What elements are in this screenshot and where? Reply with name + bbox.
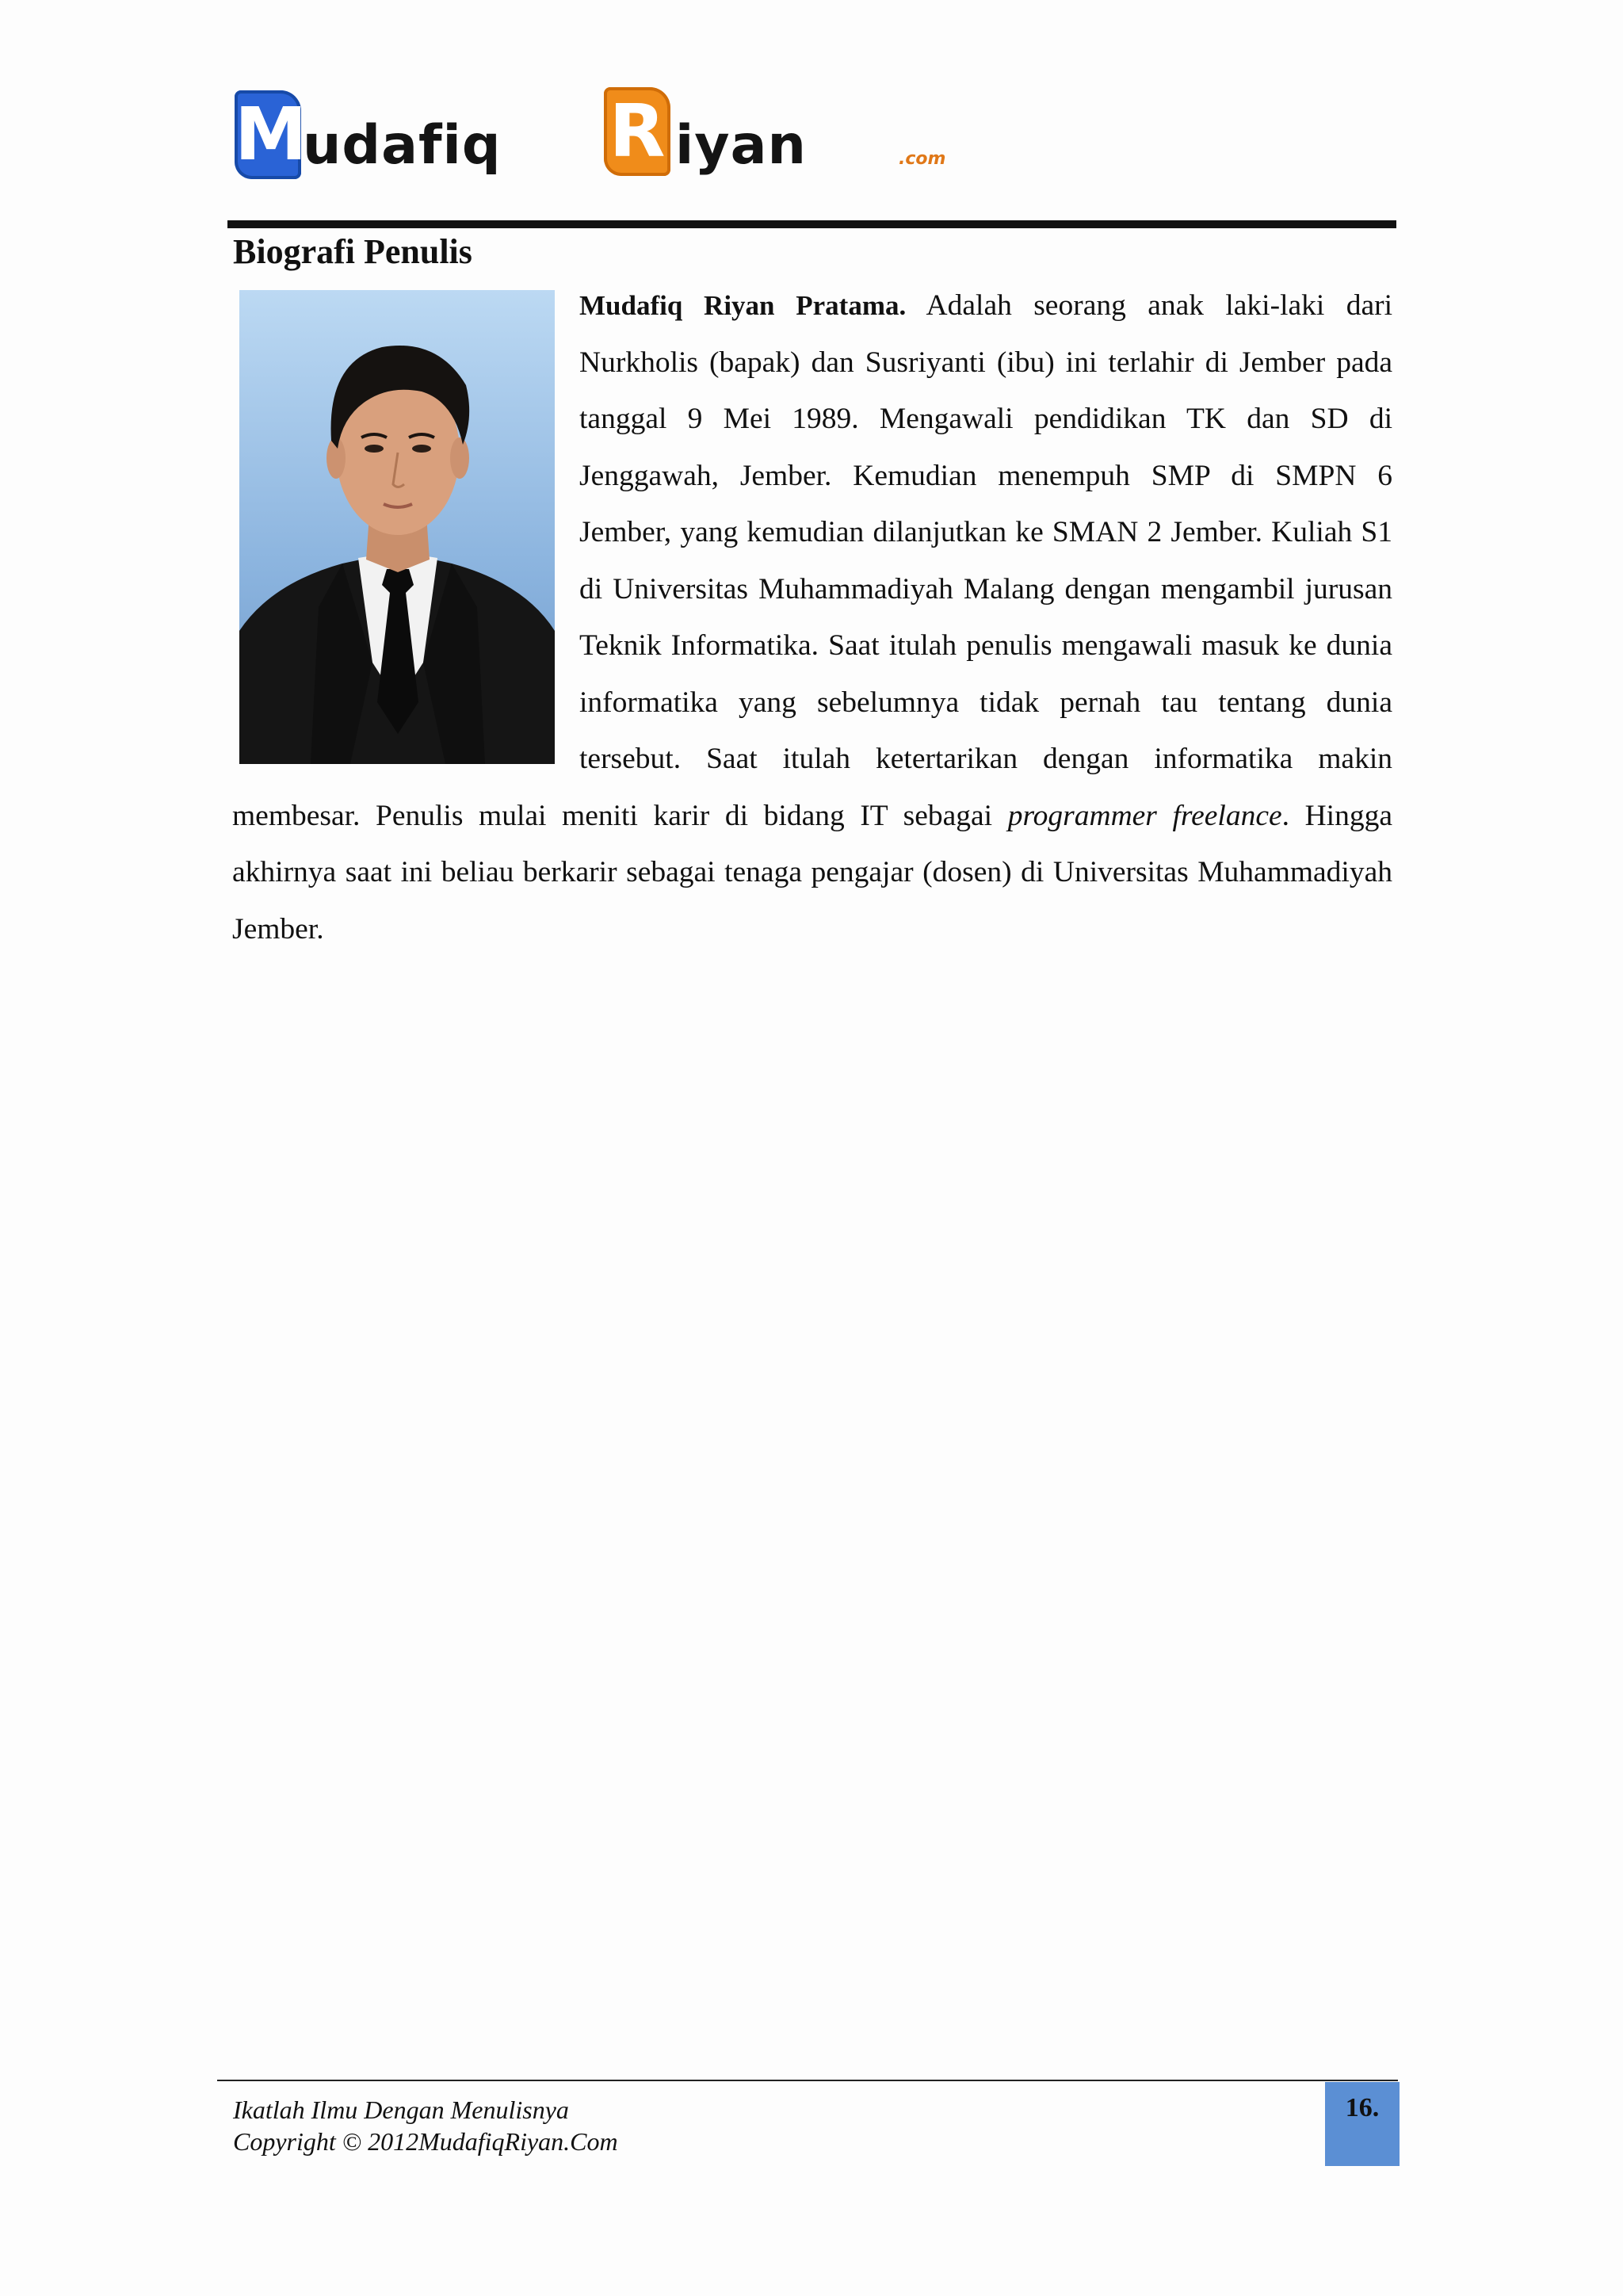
footer-copyright: Copyright © 2012MudafiqRiyan.Com (233, 2127, 618, 2156)
logo-letter-r: R (604, 87, 670, 176)
page-number-box (1325, 2082, 1400, 2166)
logo-word-2: iyan (675, 114, 807, 177)
biography-text-2: . Hingga akhirnya saat ini beliau berkarir sebagai tenaga pengajar (dosen) di Universitas Muhammadiyah Jember. (232, 799, 1392, 946)
header-divider (227, 220, 1396, 228)
author-name: Mudafiq Riyan Pratama. (579, 290, 907, 321)
footer-motto: Ikatlah Ilmu Dengan Menulisnya (233, 2095, 569, 2124)
logo-suffix: .com (899, 149, 946, 169)
photo-spacer (232, 277, 579, 783)
logo-letter-m: M (235, 90, 301, 179)
page-number: 16. (1345, 2093, 1380, 2122)
biography-paragraph (232, 277, 1392, 957)
italic-term: programmer freelance (1007, 799, 1282, 832)
footer-divider (217, 2080, 1398, 2081)
section-heading: Biografi Penulis (233, 232, 472, 271)
logo-word-1: udafiq (303, 114, 502, 177)
biography-text-1: Adalah seorang anak laki-laki dari Nurkholis (bapak) dan Susriyanti (ibu) ini terlahir di Jember pada tanggal 9 Mei 1989. Mengawali pendidikan TK dan SD di Jenggawah, Jember. Kemudian menempuh SMP di SMPN 6 Jember, yang kemudian dilanjutkan ke SMAN 2 Jember. Kuliah S1 di Universitas Muhammadiyah Malang dengan mengambil jurusan Teknik Informatika. Saat itulah penulis mengawali masuk ke dunia informatika yang sebelumnya tidak pernah tau tentang dunia tersebut. Saat itulah ketertarikan dengan informatika makin membesar. Penulis mulai meniti karir di bidang IT sebagai (232, 289, 1392, 832)
footer-text (233, 2094, 618, 2157)
